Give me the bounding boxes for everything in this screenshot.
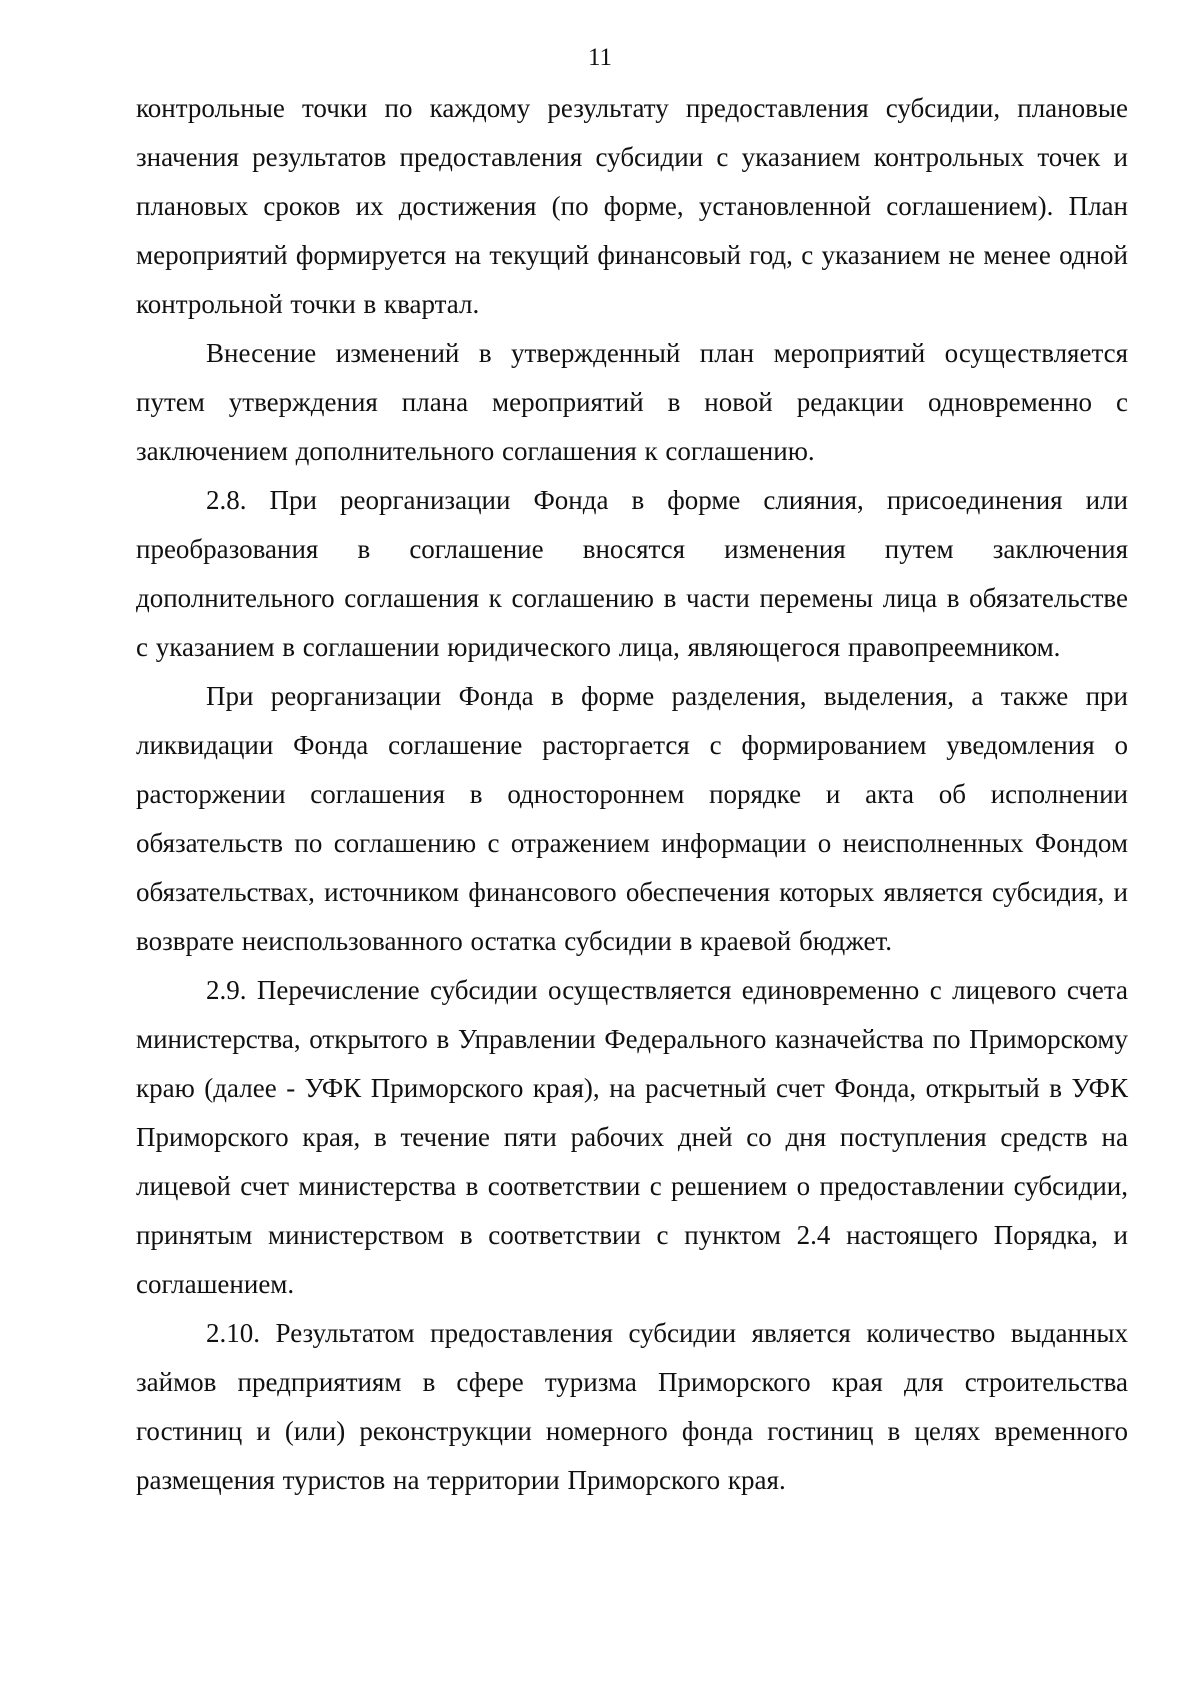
paragraph-2-9-transfer: 2.9. Перечисление субсидии осуществляется единовременно с лицевого счета министерства, открытого в Управлении Федерального казначейства по Приморскому краю (далее - УФК Приморского края), на расчетный счет Фонда, открытый в УФК Приморского края, в течение пяти рабочих дней со дня поступления средств на лицевой счет министерства в соответствии с решением о предоставлении субсидии, принятым министерством в соответствии с пунктом 2.4 настоящего Порядка, и соглашением. xyxy=(136,975,1128,1299)
paragraph-2-8-reorganization: 2.8. При реорганизации Фонда в форме слияния, присоединения или преобразования в соглашение вносятся изменения путем заключения дополнительного соглашения к соглашению в части перемены лица в обязательстве с указанием в соглашении юридического лица, являющегося правопреемником. xyxy=(136,485,1128,662)
paragraph-control-points: контрольные точки по каждому результату предоставления субсидии, плановые значения результатов предоставления субсидии с указанием контрольных точек и плановых сроков их достижения (по форме, установленной соглашением). План мероприятий формируется на текущий финансовый год, с указанием не менее одной контрольной точки в квартал. xyxy=(136,93,1128,319)
document-body xyxy=(136,84,1128,1505)
paragraph-liquidation: При реорганизации Фонда в форме разделения, выделения, а также при ликвидации Фонда соглашение расторгается с формированием уведомления о расторжении соглашения в одностороннем порядке и акта об исполнении обязательств по соглашению с отражением информации о неисполненных Фондом обязательствах, источником финансового обеспечения которых является субсидия, и возврате неиспользованного остатка субсидии в краевой бюджет. xyxy=(136,681,1128,956)
paragraph-plan-changes: Внесение изменений в утвержденный план мероприятий осуществляется путем утверждения плана мероприятий в новой редакции одновременно с заключением дополнительного соглашения к соглашению. xyxy=(136,338,1128,466)
page-number: 11 xyxy=(587,44,613,71)
paragraph-2-10-result: 2.10. Результатом предоставления субсидии является количество выданных займов предприятиям в сфере туризма Приморского края для строительства гостиниц и (или) реконструкции номерного фонда гостиниц в целях временного размещения туристов на территории Приморского края. xyxy=(136,1318,1128,1495)
